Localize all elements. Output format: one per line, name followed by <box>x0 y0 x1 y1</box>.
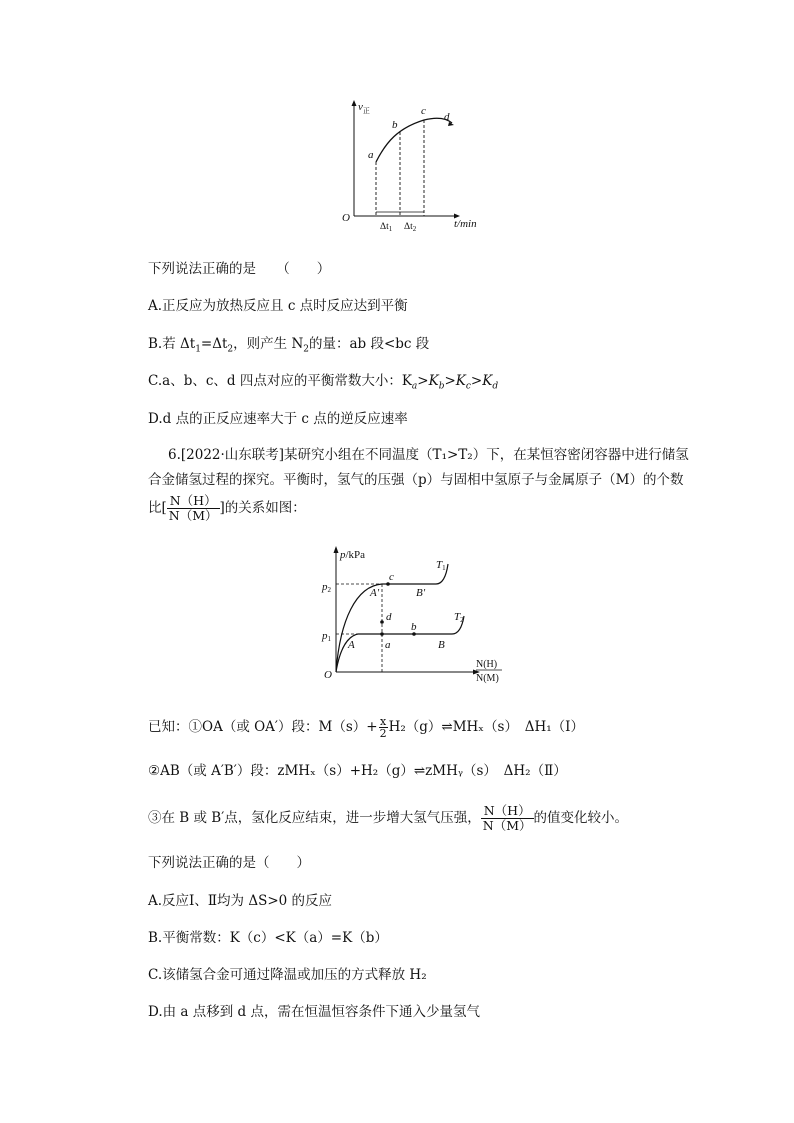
origin-label: O <box>324 669 332 681</box>
point-c: c <box>421 105 426 117</box>
point-d: d <box>444 111 450 123</box>
label-b: b <box>411 621 417 633</box>
q5-stem: 下列说法正确的是 （ ） <box>148 261 331 277</box>
label-d: d <box>386 611 392 623</box>
q6-known-2: ②AB（或 A′B′）段：zMHₓ（s）+H₂（g）⇌zMHᵧ（s） ΔH₂（Ⅱ） <box>148 763 567 779</box>
x-over-2-fraction: $\frac{x}{2}$ <box>379 715 387 740</box>
q6-line-1: 6.[2022·山东联考]某研究小组在不同温度（T₁>T₂）下，在某恒容密闭容器中进行储氢 <box>168 447 689 463</box>
dt1-label: $\Delta t_1$ <box>380 222 393 233</box>
q5-option-d: D.d 点的正反应速率大于 c 点的逆反应速率 <box>148 411 408 427</box>
q5-option-a: A.正反应为放热反应且 c 点时反应达到平衡 <box>148 298 408 314</box>
point-a: a <box>368 149 374 161</box>
q6-option-c: C.该储氢合金可通过降温或加压的方式释放 H₂ <box>148 967 427 983</box>
label-t1: T1 <box>436 559 446 572</box>
nh-nm-fraction: $\frac{N(H)}{N(M)}$ <box>168 493 218 523</box>
rate-time-graph <box>336 96 486 236</box>
label-b-prime: B′ <box>416 587 426 599</box>
q5-option-c: C.a、b、c、d 四点对应的平衡常数大小：$K_a>K_b>K_c>K_d$ <box>148 373 499 392</box>
y-axis-label: $v_正$ <box>358 101 370 115</box>
point-a-dot <box>380 632 384 636</box>
rate-curve <box>376 118 452 162</box>
label-B: B <box>438 639 445 651</box>
q6-option-b: B.平衡常数：K（c）<K（a）=K（b） <box>148 930 388 946</box>
q6-option-a: A.反应Ⅰ、Ⅱ均为 ΔS>0 的反应 <box>148 893 333 909</box>
q5-option-b: B.若 $\Delta t_1=\Delta t_2$，则产生 $N_2$的量：ab 段<bc 段 <box>148 336 430 355</box>
q6-line-3: 比[ $\frac{N(H)}{N(M)}$ ]的关系如图： <box>148 493 306 523</box>
dt2-label: $\Delta t_2$ <box>404 222 417 233</box>
y-axis-arrow <box>334 546 339 553</box>
y-axis-arrow <box>352 100 357 106</box>
label-a: a <box>385 639 391 651</box>
pressure-ratio-graph <box>316 540 512 688</box>
q6-line-2: 合金储氢过程的探究。平衡时，氢气的压强（p）与固相中氢原子与金属原子（M）的个数 <box>148 472 684 488</box>
p2-label: p2 <box>322 581 331 594</box>
label-a-prime: A′ <box>370 587 380 599</box>
y-axis-label: p/kPa <box>340 549 366 561</box>
q6-known-1: 已知：①OA（或 OA′）段：M（s）+ $\frac{x}{2}$ H₂（g）⇌MHₓ（s） ΔH₁（Ⅰ） <box>148 715 584 740</box>
label-A: A <box>348 639 355 651</box>
point-d-dot <box>380 620 384 624</box>
x-axis-label: t/min <box>454 218 477 230</box>
origin-label: O <box>342 212 350 224</box>
label-t2: T2 <box>454 611 464 624</box>
q6-option-d: D.由 a 点移到 d 点，需在恒温恒容条件下通入少量氢气 <box>148 1004 480 1020</box>
point-b: b <box>392 119 398 131</box>
q6-stem: 下列说法正确的是（ ） <box>148 855 310 871</box>
p1-label: p1 <box>322 630 331 643</box>
label-c: c <box>389 571 394 583</box>
t2-curve <box>336 616 464 672</box>
nh-nm-fraction-2: $\frac{N(H)}{N(M)}$ <box>482 803 532 833</box>
q6-known-3: ③在 B 或 B′点，氢化反应结束，进一步增大氢气压强， $\frac{N(H)}{N(M)}$ 的值变化较小。 <box>148 803 629 833</box>
x-axis-label-den: N(M) <box>476 673 499 684</box>
x-axis-label-num: N(H) <box>476 659 498 670</box>
